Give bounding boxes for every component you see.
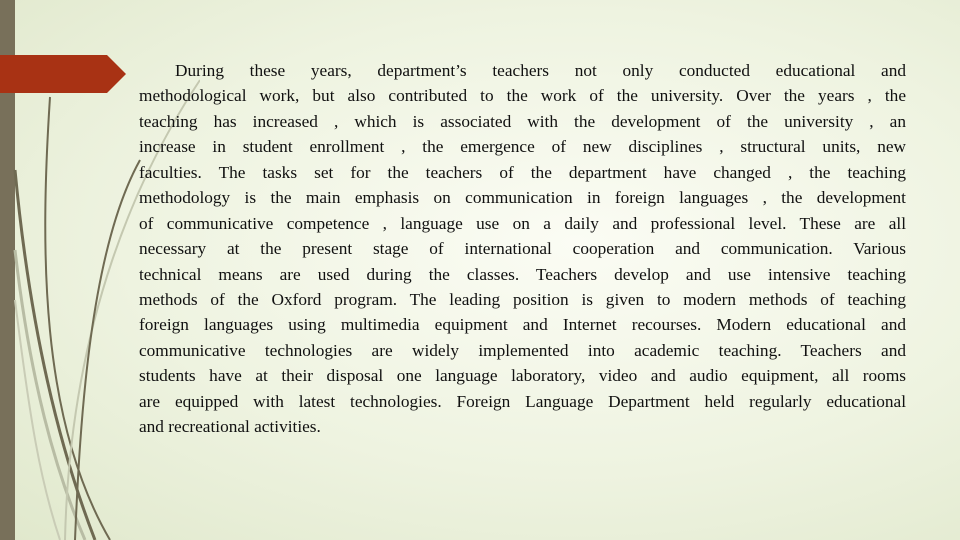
text-line: and recreational activities. bbox=[139, 417, 321, 437]
text-line: necessary at the present stage of international cooperation and communication. Various bbox=[139, 239, 906, 259]
body-paragraph bbox=[139, 58, 906, 440]
text-line: teaching has increased , which is associated with the development of the university , an bbox=[139, 111, 906, 131]
text-line: students have at their disposal one language laboratory, video and audio equipment, all rooms bbox=[139, 366, 906, 386]
text-line: methodology is the main emphasis on communication in foreign languages , the development bbox=[139, 188, 906, 208]
text-line: During these years, department’s teachers not only conducted educational and bbox=[175, 61, 906, 80]
text-line: methodological work, but also contributed to the work of the university. Over the years , the bbox=[139, 86, 906, 106]
text-line: of communicative competence , language use on a daily and professional level. These are all bbox=[139, 213, 906, 233]
text-line: increase in student enrollment , the emergence of new disciplines , structural units, new bbox=[139, 137, 906, 157]
title-arrow-banner bbox=[0, 55, 126, 93]
text-line: communicative technologies are widely implemented into academic teaching. Teachers and bbox=[139, 340, 906, 360]
text-line: foreign languages using multimedia equipment and Internet recourses. Modern educational and bbox=[139, 315, 906, 335]
text-line: methods of the Oxford program. The leading position is given to modern methods of teaching bbox=[139, 289, 906, 309]
text-line: are equipped with latest technologies. Foreign Language Department held regularly educational bbox=[139, 391, 906, 411]
text-line: technical means are used during the classes. Teachers develop and use intensive teaching bbox=[139, 264, 906, 284]
text-line: faculties. The tasks set for the teachers of the department have changed , the teaching bbox=[139, 162, 906, 182]
